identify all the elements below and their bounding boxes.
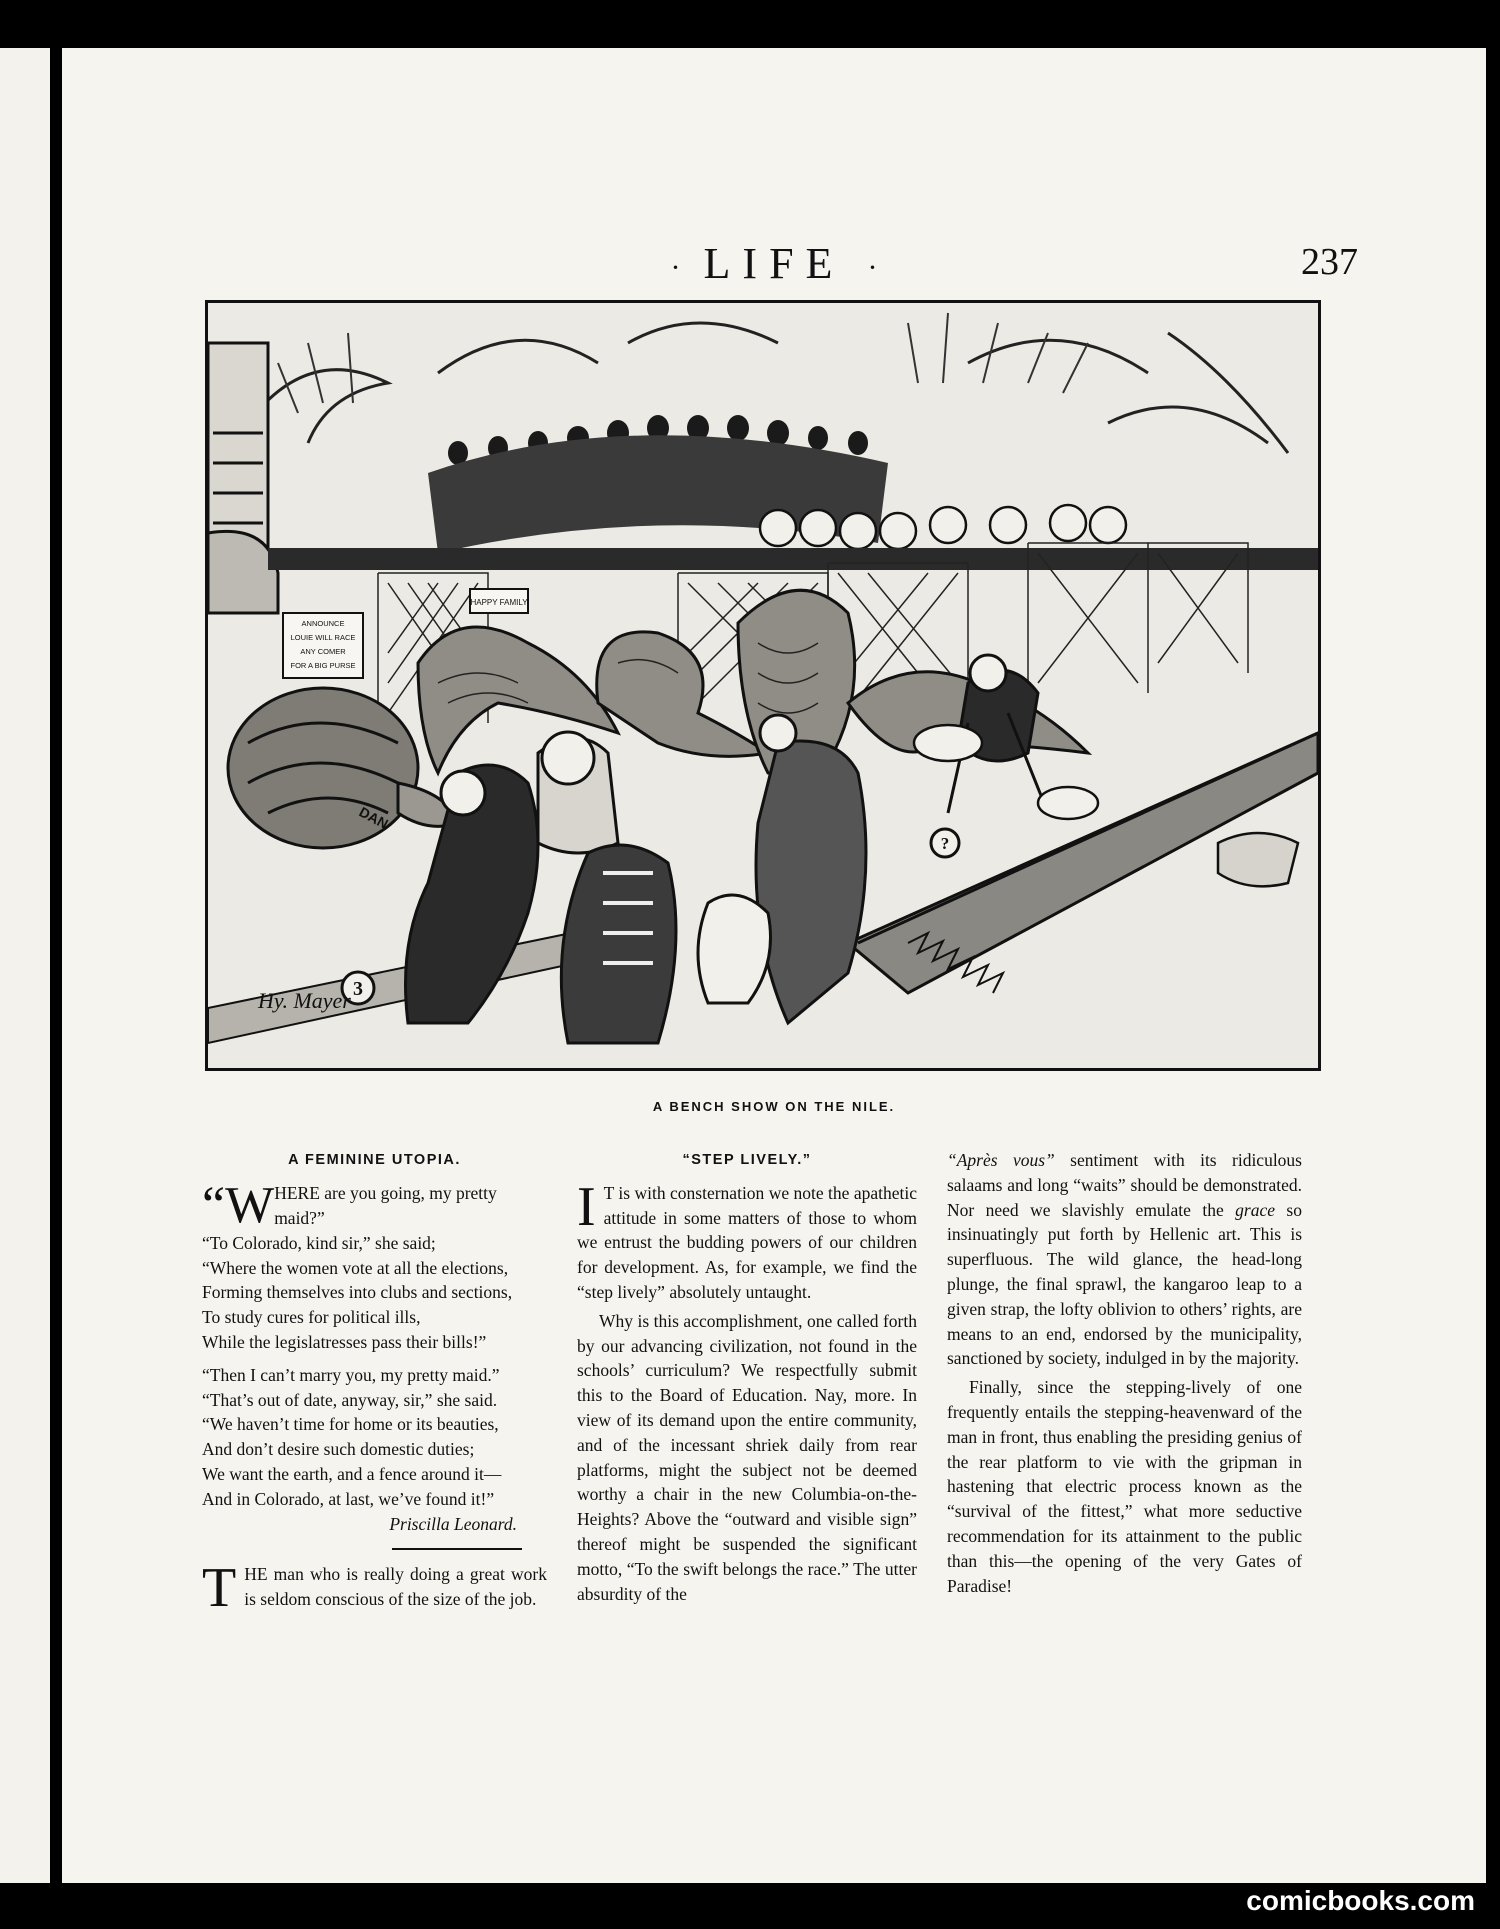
poem-first-line (202, 1176, 547, 1234)
poem-line: “We haven’t time for home or its beauties, (202, 1414, 499, 1435)
poem-heading: A FEMININE UTOPIA. (288, 1152, 461, 1168)
article-paragraph-4: Finally, since the stepping-lively of one frequently entails the stepping-heavenward of the man in front, thus enabling the presiding genius of the rear platform to vie with the gripman in hastening that electric process known as the “survival of the fittest,” what more seductive recommendation for its attainment to the public than this—the opening of the very Gates of Paradise! (947, 1377, 1302, 1596)
magazine-page (62, 48, 1486, 1883)
poem-line: “That’s out of date, anyway, sir,” she said. (202, 1389, 498, 1410)
cartoon-drawing (208, 303, 1318, 1068)
previous-page-edge (0, 48, 54, 1883)
grace-italic: grace (1235, 1199, 1276, 1220)
poem-line: And in Colorado, at last, we’ve found it!” (202, 1488, 495, 1509)
masthead-title: LIFE (703, 239, 845, 288)
cartoon-illustration (205, 300, 1321, 1071)
sign-line-4: FOR A BIG PURSE (290, 661, 356, 670)
happy-family-sign: HAPPY FAMILY (470, 598, 528, 607)
poem-line: We want the earth, and a fence around it— (202, 1463, 502, 1484)
watermark: comicbooks.com (1246, 1885, 1475, 1916)
article-paragraph-3-text-a: sentiment with its ridiculous salaams and long “waits” should be demonstrated. Nor need we slavishly emulate the (947, 1150, 1302, 1220)
epigram-text: HE man who is really doing a great work is seldom conscious of the size of the job. (244, 1564, 547, 1610)
column-2 (577, 1148, 917, 1606)
article-paragraph-1 (577, 1175, 917, 1305)
masthead-dot-right: · (867, 250, 878, 284)
article-heading: “STEP LIVELY.” (682, 1152, 812, 1168)
section-rule (392, 1548, 522, 1550)
column-1 (202, 1148, 547, 1620)
masthead (62, 238, 1486, 289)
poem-line: “Where the women vote at all the elections, (202, 1257, 509, 1278)
page-number: 237 (1301, 241, 1358, 283)
column-3 (947, 1148, 1302, 1598)
badge-number: 3 (353, 978, 363, 1000)
poem-author: Priscilla Leonard. (389, 1513, 517, 1534)
tortoise-tag: DAN (356, 803, 391, 832)
sign-line-3: ANY COMER (300, 647, 346, 656)
sign-line-1: ANNOUNCE (301, 619, 345, 628)
article-paragraph-3-text-b: so insinuatingly put forth by Hellenic art. This is superfluous. The wild glance, the head-long plunge, the final sprawl, the kangaroo leap to a given strap, the lofty oblivion to others’ rights, are means to an end, endorsed by the municipality, sanctioned by society, indulged in by the majority. (947, 1199, 1302, 1369)
opening-quote: “W (202, 1176, 275, 1234)
question-badge: ? (940, 834, 950, 853)
apres-vous-italic: “Après vous” (947, 1150, 1055, 1170)
article-paragraph-1-text: T is with consternation we note the apathetic attitude in some matters of those to whom we entrust the budding powers of our children for development. As, for example, we find the “step lively” absolutely untaught. (577, 1182, 917, 1302)
epigram-paragraph (202, 1557, 547, 1620)
poem-first-text: HERE are you going, my pretty maid?” (274, 1182, 497, 1228)
masthead-dot-left: · (670, 250, 681, 284)
poem-line: To study cures for political ills, (202, 1307, 421, 1328)
poem-line: While the legislatresses pass their bills!” (202, 1331, 487, 1352)
sign-line-2: LOUIE WILL RACE (290, 633, 356, 642)
article-paragraph-2: Why is this accomplishment, one called forth by our advancing civilization, not found in the schools’ curriculum? We respectfully submit this to the Board of Education. Nay, more. In view of its demand upon the entire community, and of the incessant shriek daily from rear platforms, might the subject not be deemed worthy a chair in the new Columbia-on-the-Heights? Above the “outward and visible sign” thereof might be suspended the significant motto, “To the swift belongs the race.” The utter absurdity of the (577, 1310, 917, 1604)
artist-signature: Hy. Mayer (258, 988, 351, 1013)
article-paragraph-3 (947, 1148, 1302, 1371)
poem (202, 1176, 547, 1537)
poem-line: “To Colorado, kind sir,” she said; (202, 1232, 436, 1253)
poem-line: And don’t desire such domestic duties; (202, 1439, 475, 1460)
poem-line: “Then I can’t marry you, my pretty maid.” (202, 1364, 500, 1385)
epigram-dropcap: T (202, 1557, 237, 1620)
article-dropcap: I (577, 1175, 596, 1238)
poem-line: Forming themselves into clubs and sections, (202, 1282, 513, 1303)
illustration-caption: A BENCH SHOW ON THE NILE. (652, 1099, 896, 1114)
